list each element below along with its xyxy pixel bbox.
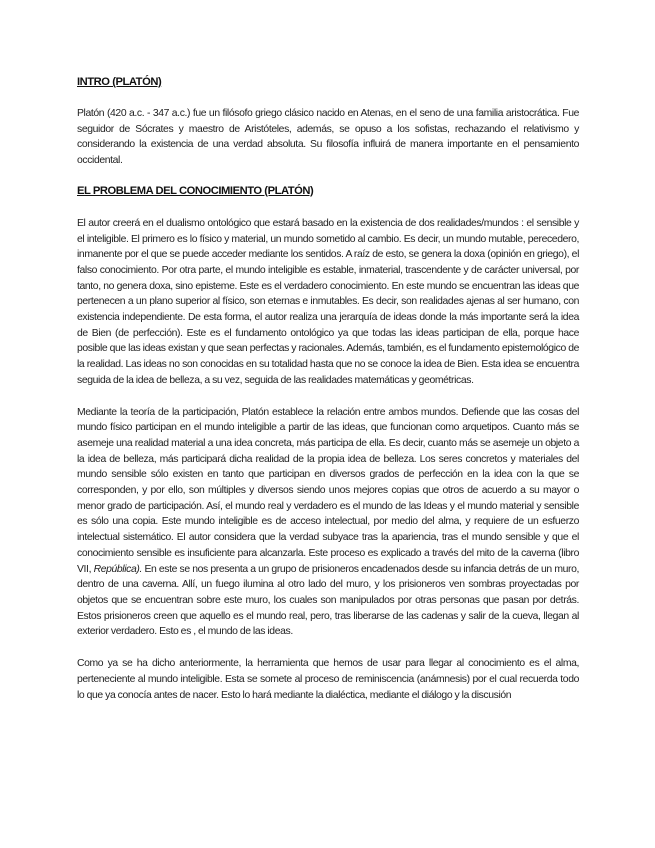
paragraph-soul: Como ya se ha dicho anteriormente, la herramienta que hemos de usar para llegar al conocimiento es el alma, perteneciente al mundo inteligible. Esta se somete al proceso de reminiscencia (anámnesis) por el cual recuerda todo lo que ya conocía antes de nacer. Esto lo hará mediante la dialéctica, mediante el diálogo y la discusión [77,658,579,701]
intro-heading: INTRO (PLATÓN) [77,76,162,88]
intro-paragraph: Platón (420 a.c. - 347 a.c.) fue un filósofo griego clásico nacido en Atenas, en el seno de una familia aristocrática. Fue seguidor de Sócrates y maestro de Aristóteles, además, se opuso a los sofistas, rechazando el relativismo y considerando la existencia de una verdad absoluta. Su filosofía influirá de manera importante en el pensamiento occidental. [77,108,579,167]
republica-title: República). [93,563,142,575]
paragraph-dualism: El autor creerá en el dualismo ontológico que estará basado en la existencia de dos realidades/mundos : el sensible y el inteligible. El primero es lo físico y material, un mundo sometido al cambio. Es decir, un mundo mutable, perecedero, inmanente por el que se puede acceder mediante los sentidos. A raíz de esto, se genera la doxa (opinión en griego), el falso conocimiento. Por otra parte, el mundo inteligible es estable, inmaterial, trascendente y de carácter universal, por tanto, no genera doxa, sino episteme. Este es el verdadero conocimiento. En este mundo se encuentran las ideas que pertenecen a un plano superior al físico, son eternas e inmutables. Es decir, son realidades ajenas al ser humano, con existencia independiente. De esta forma, el autor realiza una jerarquía de ideas donde la más importante será la idea de Bien (de perfección). Este es el fundamento ontológico ya que todas las ideas participan de ella, porque hace posible que las ideas existan y que sean perfectas y racionales. Además, también, es el fundamento epistemológico de la realidad. Las ideas no son conocidas en su totalidad hasta que no se conoce la idea de Bien. Esta idea se encuentra seguida de la idea de belleza, a su vez, seguida de las realidades matemáticas y geométricas. [77,217,579,386]
participation-text-a: Mediante la teoría de la participación, Platón establece la relación entre ambos mundos. Defiende que las cosas del mundo físico participan en el mundo inteligible a partir de las ideas, que funcionan como arquetipos. Cuanto más se asemeje una realidad material a una idea concreta, más participa de ella. Es decir, cuanto más se asemeje un objeto a la idea de belleza, más participará dicha realidad de la propia idea de belleza. Los seres concretos y materiales del mundo sensible sólo existen en tanto que participan en diversos grados de perfección en la idea con la que se corresponden, y por ello, son múltiples y diversos siendo unos mejores copias que otros de acuerdo a su mayor o menor grado de participación. Así, el mundo real y verdadero es el mundo de las Ideas y el mundo material y sensible es sólo una copia. Este mundo inteligible es de acceso intelectual, por medio del alma, y requiere de un esfuerzo intelectual sistemático. El autor considera que la verdad subyace tras la apariencia, tras el mundo sensible y que el conocimiento sensible es insuficiente para alcanzarla. Este proceso es explicado a través del mito de la caverna (libro VII, [77,406,579,575]
document-page [77,74,579,703]
problem-heading: EL PROBLEMA DEL CONOCIMIENTO (PLATÓN) [77,184,314,197]
participation-text-b: En este se nos presenta a un grupo de prisioneros encadenados desde su infancia detrás de un muro, dentro de una caverna. Allí, un fuego ilumina al otro lado del muro, y los prisioneros ven sombras proyectadas por objetos que se encuentran sobre este muro, los cuales son manipulados por otras personas que pasan por detrás. Estos prisioneros creen que aquello es el mundo real, pero, tras liberarse de las cadenas y salir de la cueva, llegan al exterior verdadero. Esto es , el mundo de las ideas. [77,563,579,638]
paragraph-participation [77,405,579,641]
